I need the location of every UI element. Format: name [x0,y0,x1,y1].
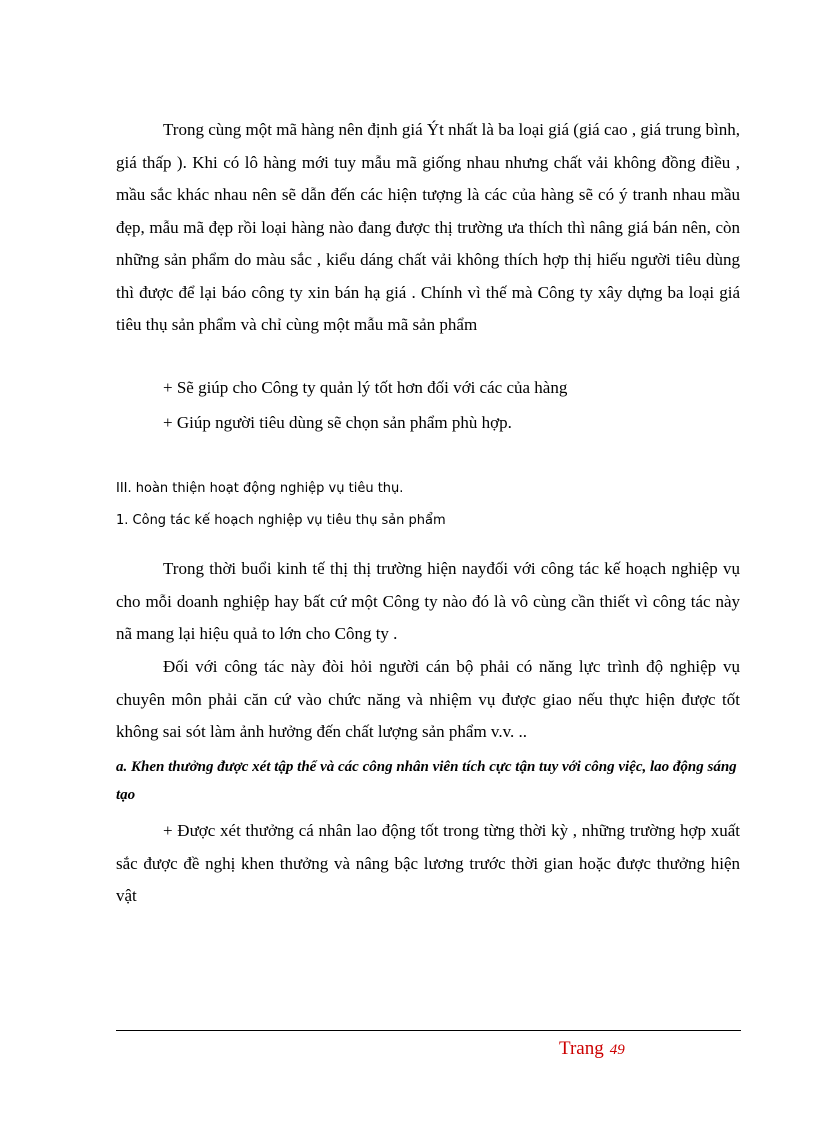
bullet-consumer: + Giúp người tiêu dùng sẽ chọn sản phẩm phù hợp. [163,413,512,432]
page-footer [559,1038,625,1060]
paragraph-planning: Trong thời buổi kinh tế thị thị trường hiện nayđối với công tác kế hoạch nghiệp vụ cho mỗi doanh nghiệp hay bất cứ một Công ty nào đó là vô cùng cần thiết vì công tác này nã mang lại hiệu quả to lớn cho Công ty . [116,559,740,643]
section-heading-1: 1. Công tác kế hoạch nghiệp vụ tiêu thụ sản phẩm [116,513,446,528]
page-label: Trang [559,1038,604,1059]
section-heading-iii: III. hoàn thiện hoạt động nghiệp vụ tiêu thụ. [116,481,404,496]
bullet-management: + Sẽ giúp cho Công ty quản lý tốt hơn đối với các của hàng [163,378,568,397]
footer-divider [116,1030,741,1031]
paragraph-individual-reward: + Được xét thưởng cá nhân lao động tốt trong từng thời kỳ , những trường hợp xuất sắc được đề nghị khen thưởng và nâng bậc lương trước thời gian hoặc được thưởng hiện vật [116,821,740,905]
paragraph-requirements: Đối với công tác này đòi hỏi người cán bộ phải có năng lực trình độ nghiệp vụ chuyên môn phải căn cứ vào chức năng và nhiệm vụ được giao nếu thực hiện được tốt không sai sót làm ảnh hưởng đến chất lượng sản phẩm v.v. .. [116,657,740,741]
subheading-rewards: a. Khen thưởng được xét tập thể và các công nhân viên tích cực tận tuy với công việc, lao động sáng tạo [116,759,737,803]
page-number: 49 [609,1042,625,1058]
paragraph-pricing: Trong cùng một mã hàng nên định giá Ýt nhất là ba loại giá (giá cao , giá trung bình, giá thấp ). Khi có lô hàng mới tuy mẫu mã giống nhau nhưng chất vải không đồng điều , mầu sắc khác nhau nên sẽ dẫn đến các hiện tượng là các của hàng sẽ có ý tranh nhau mầu đẹp, mẫu mã đẹp rồi loại hàng nào đang được thị trường ưa thích thì nâng giá bán nên, còn những sản phẩm do màu sắc , kiểu dáng chất vải không thích hợp thị hiếu người tiêu dùng thì được để lại báo công ty xin bán hạ giá . Chính vì thế mà Công ty xây dựng ba loại giá tiêu thụ sản phẩm và chỉ cùng một mẫu mã sản phẩm [116,120,740,334]
